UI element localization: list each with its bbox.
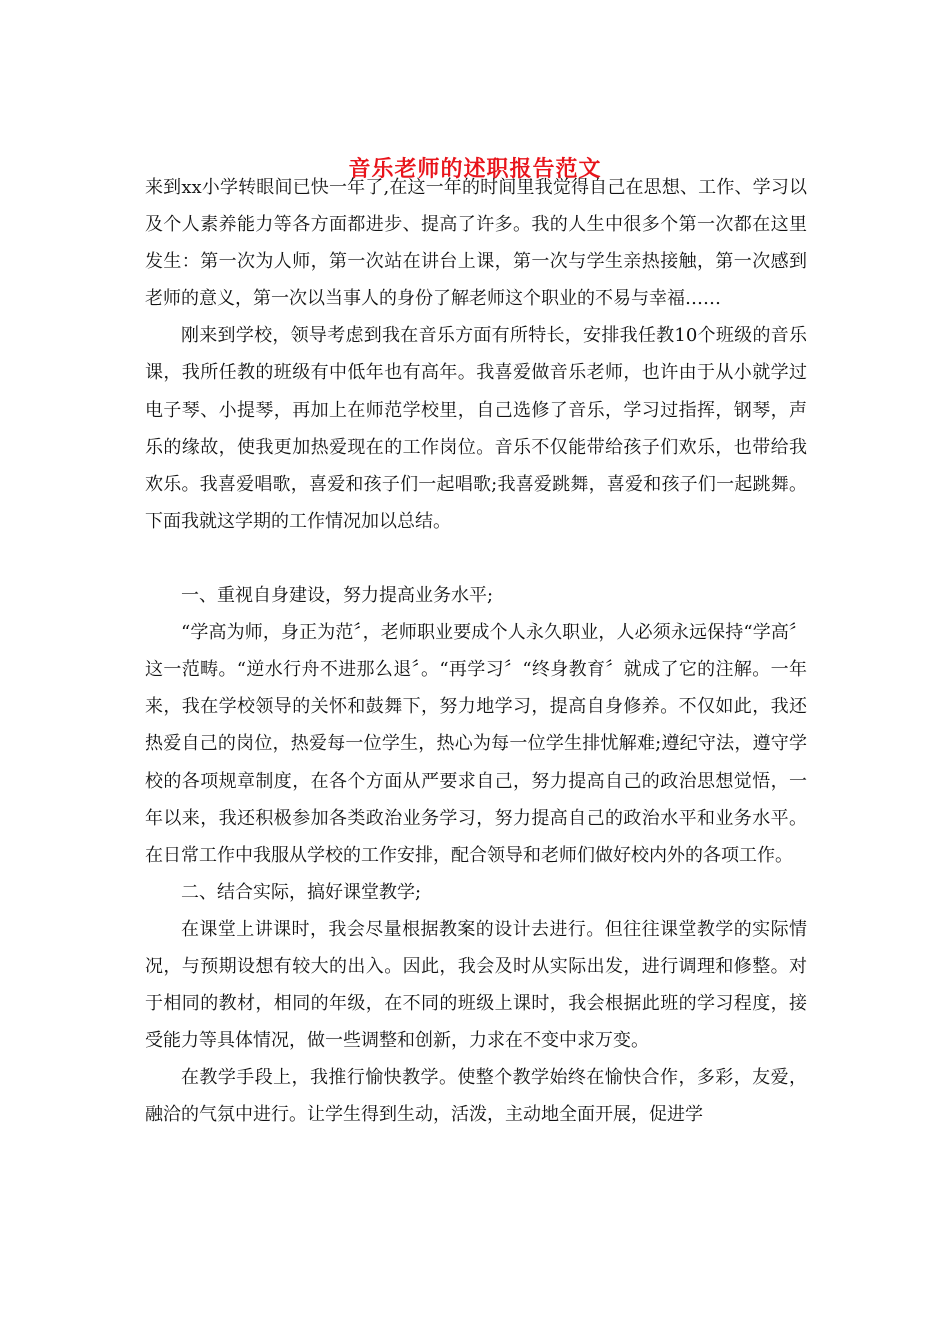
section-heading-1: 一、重视自身建设，努力提高业务水平; xyxy=(181,585,494,607)
document-title: 音乐老师的述职报告范文 xyxy=(348,156,602,182)
paragraph-self-improvement: “学高为师，身正为范〞，老师职业要成个人永久职业，人必须永远保持“学高〞这一范畴。“逆水行舟不进那么退〞。“再学习〞“终身教育〞就成了它的注解。一年来，我在学校领导的关怀和鼓舞下，努力地学习，提高自身修养。不仅如此，我还热爱自己的岗位，热爱每一位学生，热心为每一位学生排忧解难;遵纪守法，遵守学校的各项规章制度，在各个方面从严要求自己，努力提高自己的政治思想觉悟，一年以来，我还积极参加各类政治业务学习，努力提高自己的政治水平和业务水平。在日常工作中我服从学校的工作安排，配合领导和老师们做好校内外的各项工作。 xyxy=(145,622,807,866)
section-heading-2: 二、结合实际，搞好课堂教学; xyxy=(181,881,422,903)
paragraph-classroom: 在课堂上讲课时，我会尽量根据教案的设计去进行。但往往课堂教学的实际情况，与预期设想有较大的出入。因此，我会及时从实际出发，进行调理和修整。对于相同的教材，相同的年级，在不同的班级上课时，我会根据此班的学习程度，接受能力等具体情况，做一些调整和创新，力求在不变中求万变。 xyxy=(145,918,807,1052)
paragraph-assignment: 刚来到学校，领导考虑到我在音乐方面有所特长，安排我任教10个班级的音乐课，我所任教的班级有中低年也有高年。我喜爱做音乐老师，也许由于从小就学过电子琴、小提琴，再加上在师范学校里，自己选修了音乐，学习过指挥，钢琴，声乐的缘故，使我更加热爱现在的工作岗位。音乐不仅能带给孩子们欢乐，也带给我欢乐。我喜爱唱歌，喜爱和孩子们一起唱歌;我喜爱跳舞，喜爱和孩子们一起跳舞。下面我就这学期的工作情况加以总结。 xyxy=(145,325,807,532)
paragraph-teaching-method: 在教学手段上，我推行愉快教学。使整个教学始终在愉快合作，多彩，友爱，融洽的气氛中进行。让学生得到生动，活泼，主动地全面开展，促进学 xyxy=(145,1067,807,1126)
paragraph-intro: 来到xx小学转眼间已快一年了,在这一年的时间里我觉得自己在思想、工作、学习以及个人素养能力等各方面都进步、提高了许多。我的人生中很多个第一次都在这里发生：第一次为人师，第一次站在讲台上课，第一次与学生亲热接触，第一次感到老师的意义，第一次以当事人的身份了解老师这个职业的不易与幸福…… xyxy=(145,177,807,310)
document-body xyxy=(145,169,807,1133)
